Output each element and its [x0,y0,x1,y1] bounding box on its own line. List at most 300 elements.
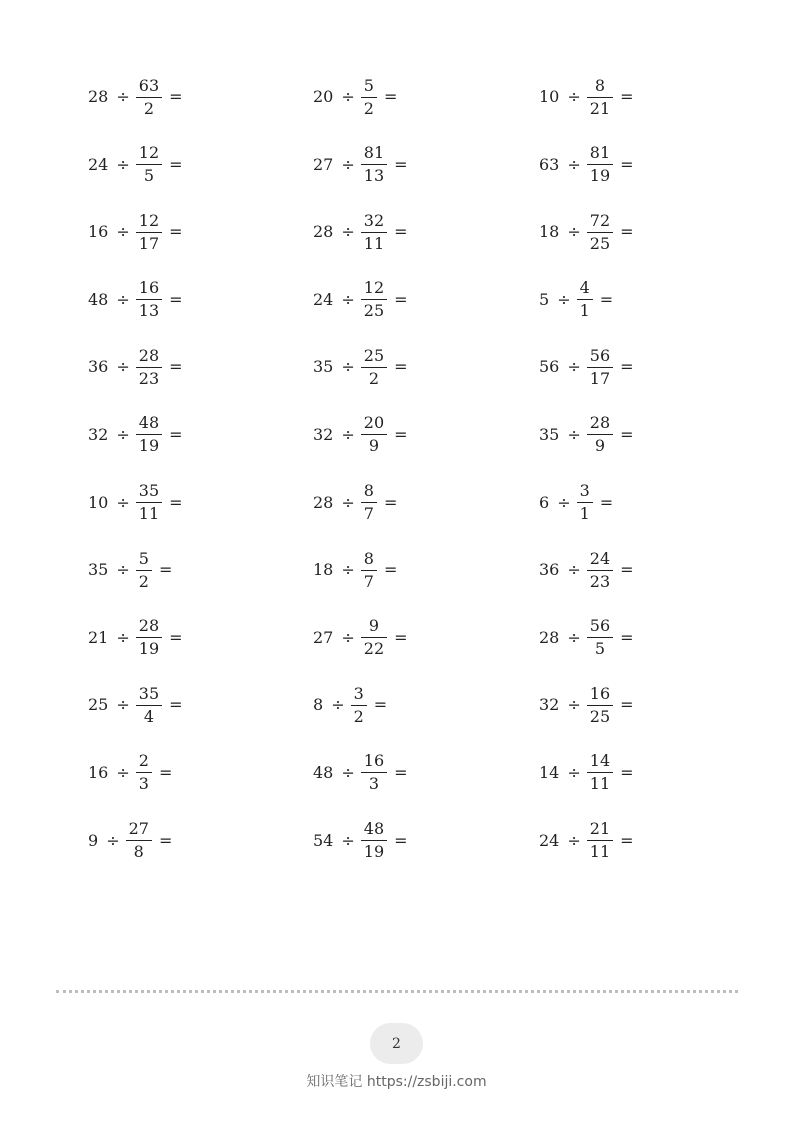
divide-sign: ÷ [116,87,130,106]
fraction-numerator: 28 [589,413,611,433]
divisor-fraction [587,211,613,254]
fraction-numerator: 20 [363,413,385,433]
fraction-numerator: 48 [138,413,160,433]
fraction-bar [361,772,387,773]
divisor-fraction [587,616,613,659]
fraction-bar [136,164,162,165]
fraction-numerator: 81 [363,143,385,163]
divisor-fraction [587,76,613,119]
fraction-numerator: 32 [363,210,385,230]
fraction-denominator: 2 [143,98,155,118]
divide-sign: ÷ [116,357,130,377]
division-problem [313,816,408,866]
dividend: 32 [313,424,334,444]
divisor-fraction [136,278,162,321]
dividend: 18 [539,222,560,242]
division-problem [88,613,183,663]
divisor-fraction [361,481,377,524]
fraction-bar [587,367,613,368]
fraction-bar [587,164,613,165]
equals-sign: = [394,424,408,444]
fraction-denominator: 1 [579,504,590,524]
dividend: 28 [88,87,109,106]
problem-grid [0,64,793,875]
divisor-fraction [361,346,387,389]
division-problem [313,478,397,528]
dividend: 10 [539,87,560,106]
dividend: 56 [539,357,560,377]
division-problem [88,275,183,325]
divisor-fraction [361,549,377,592]
dividend: 24 [313,289,334,309]
equals-sign: = [169,627,183,647]
fraction-denominator: 22 [363,639,385,659]
dividend: 21 [88,627,109,647]
problem-row [0,402,793,470]
equals-sign: = [383,560,398,580]
fraction-numerator: 9 [368,616,380,636]
dividend: 28 [539,627,560,647]
divide-sign: ÷ [341,560,355,580]
equals-sign: = [169,695,183,715]
fraction-numerator: 5 [363,75,374,95]
fraction-numerator: 2 [138,751,149,771]
dividend: 20 [313,87,334,106]
page-number: 2 [392,1035,401,1052]
fraction-denominator: 23 [589,571,611,591]
division-problem [88,478,183,528]
division-problem [313,275,408,325]
divisor-fraction [136,751,152,794]
fraction-bar [587,232,613,233]
fraction-numerator: 35 [138,683,160,703]
fraction-bar [361,164,387,165]
fraction-bar [136,570,152,571]
divide-sign: ÷ [341,357,355,377]
divisor-fraction [587,346,613,389]
divide-sign: ÷ [341,492,355,512]
divisor-fraction [136,413,162,456]
division-problem [539,613,634,663]
division-problem [313,613,408,663]
fraction-bar [136,367,162,368]
division-problem [313,140,408,190]
divide-sign: ÷ [341,222,355,242]
equals-sign: = [158,560,173,580]
divide-sign: ÷ [331,695,345,715]
dividend: 35 [539,424,560,444]
dividend: 48 [313,762,334,782]
equals-sign: = [620,87,634,106]
fraction-denominator: 5 [594,639,606,659]
fraction-numerator: 63 [138,75,160,95]
divide-sign: ÷ [116,289,130,309]
divisor-fraction [587,549,613,592]
division-problem [88,342,183,392]
divide-sign: ÷ [341,424,355,444]
equals-sign: = [373,695,388,715]
dividend: 24 [88,154,109,174]
fraction-denominator: 17 [138,233,160,253]
equals-sign: = [620,627,634,647]
division-problem [88,545,172,595]
fraction-numerator: 16 [589,683,611,703]
divisor-fraction [136,549,152,592]
equals-sign: = [383,87,398,106]
fraction-bar [361,232,387,233]
fraction-bar [587,772,613,773]
fraction-bar [126,840,152,841]
equals-sign: = [620,154,634,174]
divide-sign: ÷ [567,357,581,377]
divide-sign: ÷ [116,560,130,580]
divisor-fraction [136,211,162,254]
equals-sign: = [620,357,634,377]
fraction-denominator: 21 [589,98,611,118]
divisor-fraction [136,346,162,389]
fraction-numerator: 8 [363,481,374,501]
equals-sign: = [169,222,183,242]
dividend: 9 [88,830,99,850]
fraction-bar [136,299,162,300]
divide-sign: ÷ [116,424,130,444]
divisor-fraction [361,76,377,119]
divide-sign: ÷ [567,560,581,580]
fraction-bar [136,232,162,233]
fraction-denominator: 13 [363,166,385,186]
division-problem [539,410,634,460]
dotted-divider [56,990,738,993]
equals-sign: = [394,357,408,377]
fraction-denominator: 11 [138,504,160,524]
fraction-numerator: 14 [589,751,611,771]
fraction-numerator: 3 [353,683,364,703]
fraction-numerator: 12 [138,143,160,163]
division-problem [313,545,397,595]
dividend: 25 [88,695,109,715]
footer-watermark: 知识笔记 https://zsbiji.com [306,1074,487,1090]
problem-row [0,672,793,740]
fraction-denominator: 9 [368,436,380,456]
division-problem [313,410,408,460]
divisor-fraction [361,413,387,456]
fraction-denominator: 1 [579,301,590,321]
divide-sign: ÷ [116,695,130,715]
fraction-bar [351,705,367,706]
equals-sign: = [169,154,183,174]
problem-row [0,537,793,605]
fraction-bar [361,367,387,368]
divisor-fraction [136,616,162,659]
fraction-denominator: 8 [133,842,144,862]
equals-sign: = [169,87,183,106]
dividend: 28 [313,222,334,242]
division-problem [539,545,634,595]
dividend: 32 [88,424,109,444]
divisor-fraction [361,751,387,794]
fraction-numerator: 56 [589,616,611,636]
divisor-fraction [587,413,613,456]
fraction-denominator: 25 [589,233,611,253]
equals-sign: = [620,695,634,715]
fraction-bar [587,97,613,98]
fraction-bar [587,434,613,435]
divide-sign: ÷ [557,289,571,309]
fraction-numerator: 12 [363,278,385,298]
fraction-bar [577,299,593,300]
divisor-fraction [351,684,367,727]
dividend: 27 [313,154,334,174]
fraction-denominator: 3 [138,774,149,794]
division-problem [88,140,183,190]
fraction-numerator: 12 [138,210,160,230]
division-problem [539,207,634,257]
divisor-fraction [361,278,387,321]
fraction-numerator: 56 [589,345,611,365]
problem-row [0,199,793,267]
divide-sign: ÷ [341,830,355,850]
dividend: 32 [539,695,560,715]
division-problem [539,72,634,122]
divisor-fraction [361,211,387,254]
dividend: 5 [539,289,550,309]
fraction-numerator: 4 [579,278,590,298]
dividend: 54 [313,830,334,850]
dividend: 63 [539,154,560,174]
division-problem [88,816,172,866]
divisor-fraction [361,819,387,862]
fraction-bar [361,299,387,300]
problem-row [0,470,793,538]
divisor-fraction [361,616,387,659]
fraction-denominator: 9 [594,436,606,456]
fraction-denominator: 11 [589,774,611,794]
fraction-denominator: 25 [589,706,611,726]
fraction-denominator: 7 [363,504,374,524]
divide-sign: ÷ [341,627,355,647]
divisor-fraction [136,481,162,524]
fraction-numerator: 28 [138,616,160,636]
dividend: 35 [88,560,109,580]
fraction-numerator: 27 [128,819,149,839]
dividend: 14 [539,762,560,782]
divide-sign: ÷ [567,762,581,782]
divisor-fraction [361,143,387,186]
page-number-badge [370,1023,423,1064]
dividend: 35 [313,357,334,377]
fraction-denominator: 2 [368,368,380,388]
fraction-bar [136,637,162,638]
fraction-denominator: 25 [363,301,385,321]
fraction-bar [587,840,613,841]
fraction-bar [136,434,162,435]
divide-sign: ÷ [116,762,130,782]
division-problem [313,207,408,257]
fraction-bar [361,570,377,571]
fraction-denominator: 3 [368,774,380,794]
fraction-numerator: 8 [594,75,606,95]
fraction-bar [577,502,593,503]
divisor-fraction [587,751,613,794]
division-problem [88,72,183,122]
fraction-numerator: 81 [589,143,611,163]
dividend: 48 [88,289,109,309]
equals-sign: = [394,154,408,174]
divide-sign: ÷ [567,154,581,174]
equals-sign: = [620,222,634,242]
fraction-denominator: 4 [143,706,155,726]
equals-sign: = [158,830,173,850]
fraction-bar [361,637,387,638]
fraction-denominator: 19 [138,639,160,659]
fraction-numerator: 5 [138,548,149,568]
divide-sign: ÷ [567,222,581,242]
equals-sign: = [169,289,183,309]
fraction-denominator: 7 [363,571,374,591]
equals-sign: = [169,492,183,512]
dividend: 18 [313,560,334,580]
divisor-fraction [136,76,162,119]
fraction-denominator: 2 [353,706,364,726]
fraction-numerator: 24 [589,548,611,568]
problem-row [0,740,793,808]
equals-sign: = [394,222,408,242]
equals-sign: = [620,560,634,580]
fraction-numerator: 72 [589,210,611,230]
fraction-denominator: 2 [138,571,149,591]
division-problem [88,680,183,730]
divide-sign: ÷ [567,87,581,106]
divisor-fraction [587,684,613,727]
problem-row [0,64,793,132]
fraction-denominator: 13 [138,301,160,321]
dividend: 8 [313,695,324,715]
fraction-bar [136,97,162,98]
fraction-bar [361,840,387,841]
division-problem [313,748,408,798]
fraction-bar [361,502,377,503]
division-problem [88,748,172,798]
dividend: 16 [88,762,109,782]
divisor-fraction [577,278,593,321]
division-problem [539,478,613,528]
division-problem [539,342,634,392]
equals-sign: = [383,492,398,512]
divisor-fraction [587,143,613,186]
fraction-bar [587,637,613,638]
fraction-denominator: 5 [143,166,155,186]
fraction-denominator: 23 [138,368,160,388]
divide-sign: ÷ [567,627,581,647]
fraction-numerator: 16 [363,751,385,771]
divisor-fraction [136,143,162,186]
fraction-numerator: 28 [138,345,160,365]
fraction-numerator: 16 [138,278,160,298]
dividend: 36 [88,357,109,377]
fraction-bar [136,705,162,706]
division-problem [539,275,613,325]
division-problem [313,680,387,730]
equals-sign: = [394,762,408,782]
fraction-denominator: 17 [589,368,611,388]
fraction-numerator: 48 [363,819,385,839]
problem-row [0,808,793,876]
fraction-bar [587,705,613,706]
divide-sign: ÷ [341,154,355,174]
division-problem [539,140,634,190]
equals-sign: = [620,424,634,444]
division-problem [539,748,634,798]
divide-sign: ÷ [567,695,581,715]
divide-sign: ÷ [116,222,130,242]
dividend: 16 [88,222,109,242]
fraction-bar [136,772,152,773]
dividend: 28 [313,492,334,512]
dividend: 27 [313,627,334,647]
divide-sign: ÷ [116,627,130,647]
problem-row [0,605,793,673]
fraction-bar [136,502,162,503]
division-problem [539,816,634,866]
equals-sign: = [169,424,183,444]
fraction-denominator: 11 [363,233,385,253]
divide-sign: ÷ [106,830,120,850]
fraction-numerator: 35 [138,481,160,501]
division-problem [539,680,634,730]
divisor-fraction [136,684,162,727]
fraction-denominator: 19 [138,436,160,456]
equals-sign: = [394,830,408,850]
problem-row [0,267,793,335]
equals-sign: = [599,492,614,512]
equals-sign: = [599,289,614,309]
fraction-numerator: 8 [363,548,374,568]
divide-sign: ÷ [341,87,355,106]
divisor-fraction [587,819,613,862]
equals-sign: = [158,762,173,782]
divisor-fraction [577,481,593,524]
division-problem [313,342,408,392]
fraction-denominator: 19 [363,842,385,862]
fraction-bar [361,434,387,435]
equals-sign: = [620,830,634,850]
fraction-numerator: 25 [363,345,385,365]
divide-sign: ÷ [116,492,130,512]
dividend: 6 [539,492,550,512]
fraction-bar [587,570,613,571]
divisor-fraction [126,819,152,862]
fraction-numerator: 21 [589,819,611,839]
dividend: 10 [88,492,109,512]
fraction-bar [361,97,377,98]
divide-sign: ÷ [116,154,130,174]
problem-row [0,334,793,402]
fraction-denominator: 2 [363,98,374,118]
fraction-numerator: 3 [579,481,590,501]
fraction-denominator: 19 [589,166,611,186]
equals-sign: = [620,762,634,782]
divide-sign: ÷ [557,492,571,512]
divide-sign: ÷ [341,762,355,782]
fraction-denominator: 11 [589,842,611,862]
equals-sign: = [169,357,183,377]
problem-row [0,132,793,200]
division-problem [88,410,183,460]
divide-sign: ÷ [567,424,581,444]
division-problem [313,72,397,122]
equals-sign: = [394,627,408,647]
equals-sign: = [394,289,408,309]
